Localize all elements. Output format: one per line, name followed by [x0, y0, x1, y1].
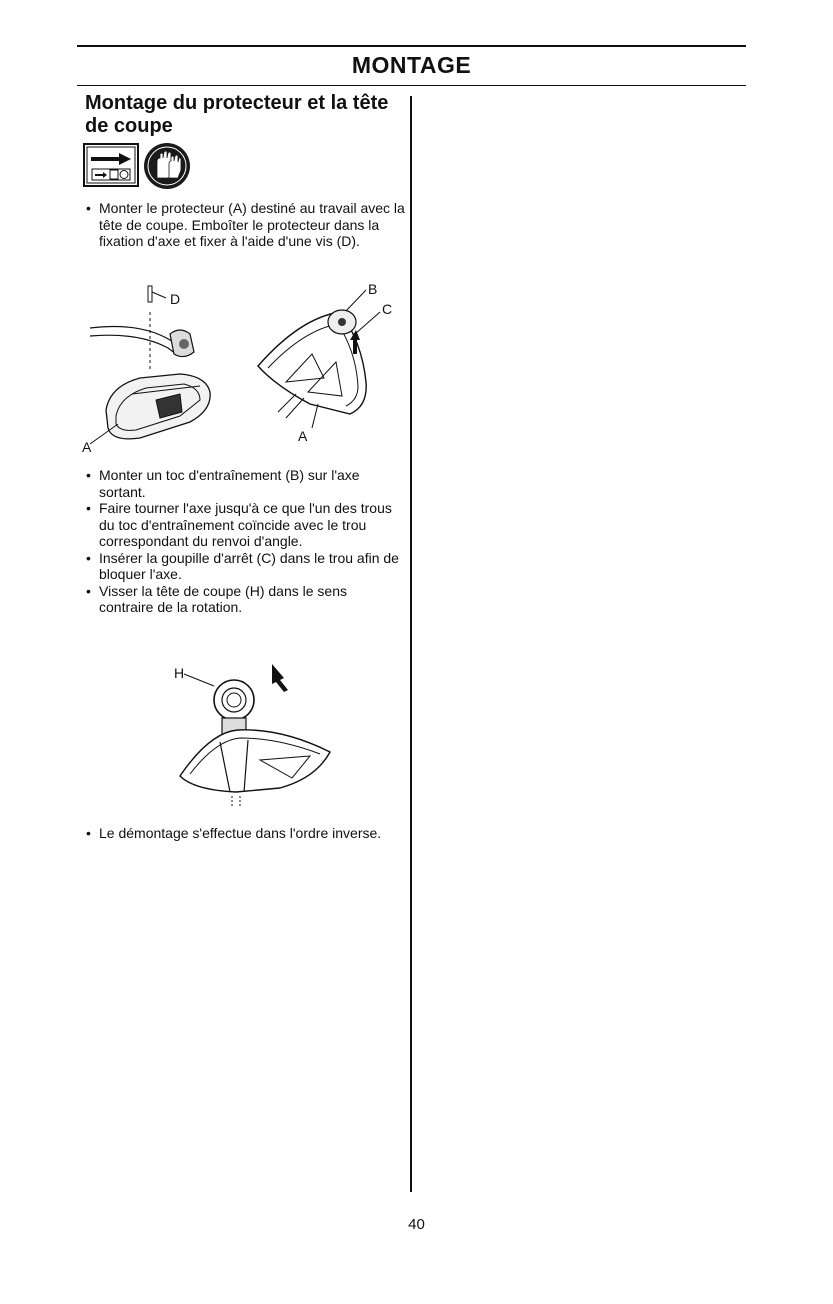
callout-b: B [368, 282, 378, 297]
callout-d: D [170, 291, 181, 307]
arrow-box-icon [83, 143, 139, 187]
header-rule-bottom [77, 85, 746, 86]
figure-cutting-head [160, 660, 340, 810]
section-title: Montage du protecteur et la tête de coupe [85, 92, 389, 137]
list-item: • Le démontage s'effectue dans l'ordre inverse. [86, 825, 382, 841]
figure-protector-mounting [80, 282, 405, 454]
list-item: • Monter le protecteur (A) destiné au travail avec la tête de coupe. Emboîter le protecteur dans la fixation d'axe et fixer à l'aide d'une vis (D). [86, 200, 405, 249]
callout-c: C [382, 301, 393, 317]
bullet-list-disassembly [85, 825, 405, 842]
callout-a-left: A [82, 439, 92, 454]
list-item: • Insérer la goupille d'arrêt (C) dans le trou afin de bloquer l'axe. [86, 549, 399, 582]
list-item: • Visser la tête de coupe (H) dans le sens contraire de la rotation. [86, 582, 347, 615]
header-rule-top [77, 45, 746, 47]
bullet-list-intro [85, 200, 405, 250]
page-title: MONTAGE [351, 52, 472, 78]
gloves-icon [143, 142, 191, 190]
callout-a-right: A [298, 428, 308, 444]
page-number: 40 [408, 1216, 425, 1233]
list-item: • Monter un toc d'entraînement (B) sur l'axe sortant. [86, 467, 360, 500]
bullet-list-steps [85, 467, 405, 616]
list-item: • Faire tourner l'axe jusqu'à ce que l'un des trous du toc d'entraînement coïncide avec le trou correspondant du renvoi d'angle. [86, 500, 392, 549]
column-divider [410, 96, 412, 1192]
callout-h: H [174, 665, 185, 681]
